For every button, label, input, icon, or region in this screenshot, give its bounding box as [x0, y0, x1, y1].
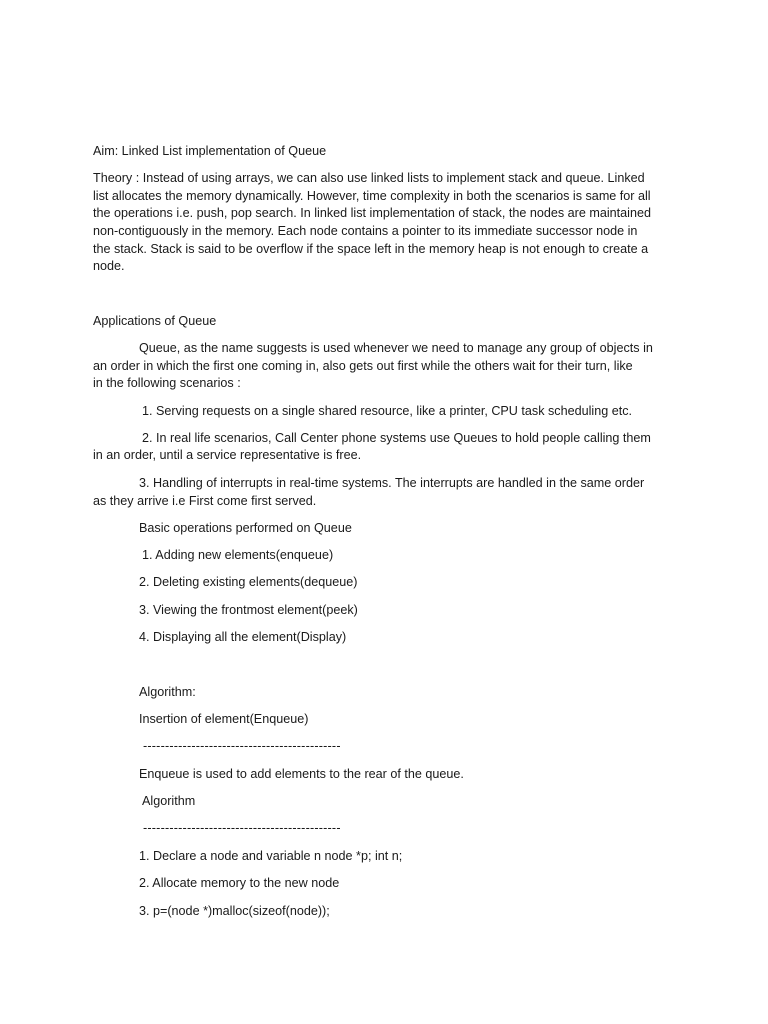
application-item: 3. Handling of interrupts in real-time systems. The interrupts are handled in the same order: [139, 476, 645, 490]
basic-op-item: 3. Viewing the frontmost element(peek): [139, 603, 358, 617]
algorithm-step: 1. Declare a node and variable n node *p; int n;: [139, 849, 403, 863]
intro-line: Queue, as the name suggests is used whenever we need to manage any group of objects in: [139, 341, 653, 355]
application-item: 1. Serving requests on a single shared resource, like a printer, CPU task scheduling etc.: [142, 404, 633, 418]
basic-op-item: 2. Deleting existing elements(dequeue): [139, 575, 358, 589]
separator-line: ---------------------------------------------: [143, 821, 341, 835]
enqueue-description: Enqueue is used to add elements to the rear of the queue.: [139, 767, 464, 781]
applications-heading: Applications of Queue: [93, 314, 217, 328]
algorithm-step: 2. Allocate memory to the new node: [139, 876, 340, 890]
theory-line: Theory : Instead of using arrays, we can also use linked lists to implement stack and queue. Linked: [93, 171, 645, 185]
intro-line: an order in which the first one coming in, also gets out first while the others wait for their turn, like: [93, 359, 633, 373]
theory-line: the operations i.e. push, pop search. In linked list implementation of stack, the nodes are maintained: [93, 206, 651, 220]
aim-line: Aim: Linked List implementation of Queue: [93, 144, 327, 158]
insertion-heading: Insertion of element(Enqueue): [139, 712, 309, 726]
theory-line: list allocates the memory dynamically. However, time complexity in both the scenarios is same for all: [93, 189, 651, 203]
theory-line: node.: [93, 259, 125, 273]
basic-op-item: 4. Displaying all the element(Display): [139, 630, 347, 644]
algorithm-step: 3. p=(node *)malloc(sizeof(node));: [139, 904, 330, 918]
intro-line: in the following scenarios :: [93, 376, 241, 390]
application-item-cont: as they arrive i.e First come first served.: [93, 494, 317, 508]
basic-op-item: 1. Adding new elements(enqueue): [142, 548, 334, 562]
theory-line: the stack. Stack is said to be overflow if the space left in the memory heap is not enough to create a: [93, 242, 649, 256]
separator-line: ---------------------------------------------: [143, 739, 341, 753]
application-item: 2. In real life scenarios, Call Center phone systems use Queues to hold people calling them: [142, 431, 651, 445]
application-item-cont: in an order, until a service representative is free.: [93, 448, 362, 462]
theory-line: non-contiguously in the memory. Each node contains a pointer to its immediate successor node in: [93, 224, 638, 238]
basic-ops-heading: Basic operations performed on Queue: [139, 521, 352, 535]
algorithm-subheading: Algorithm: [142, 794, 196, 808]
algorithm-heading: Algorithm:: [139, 685, 196, 699]
